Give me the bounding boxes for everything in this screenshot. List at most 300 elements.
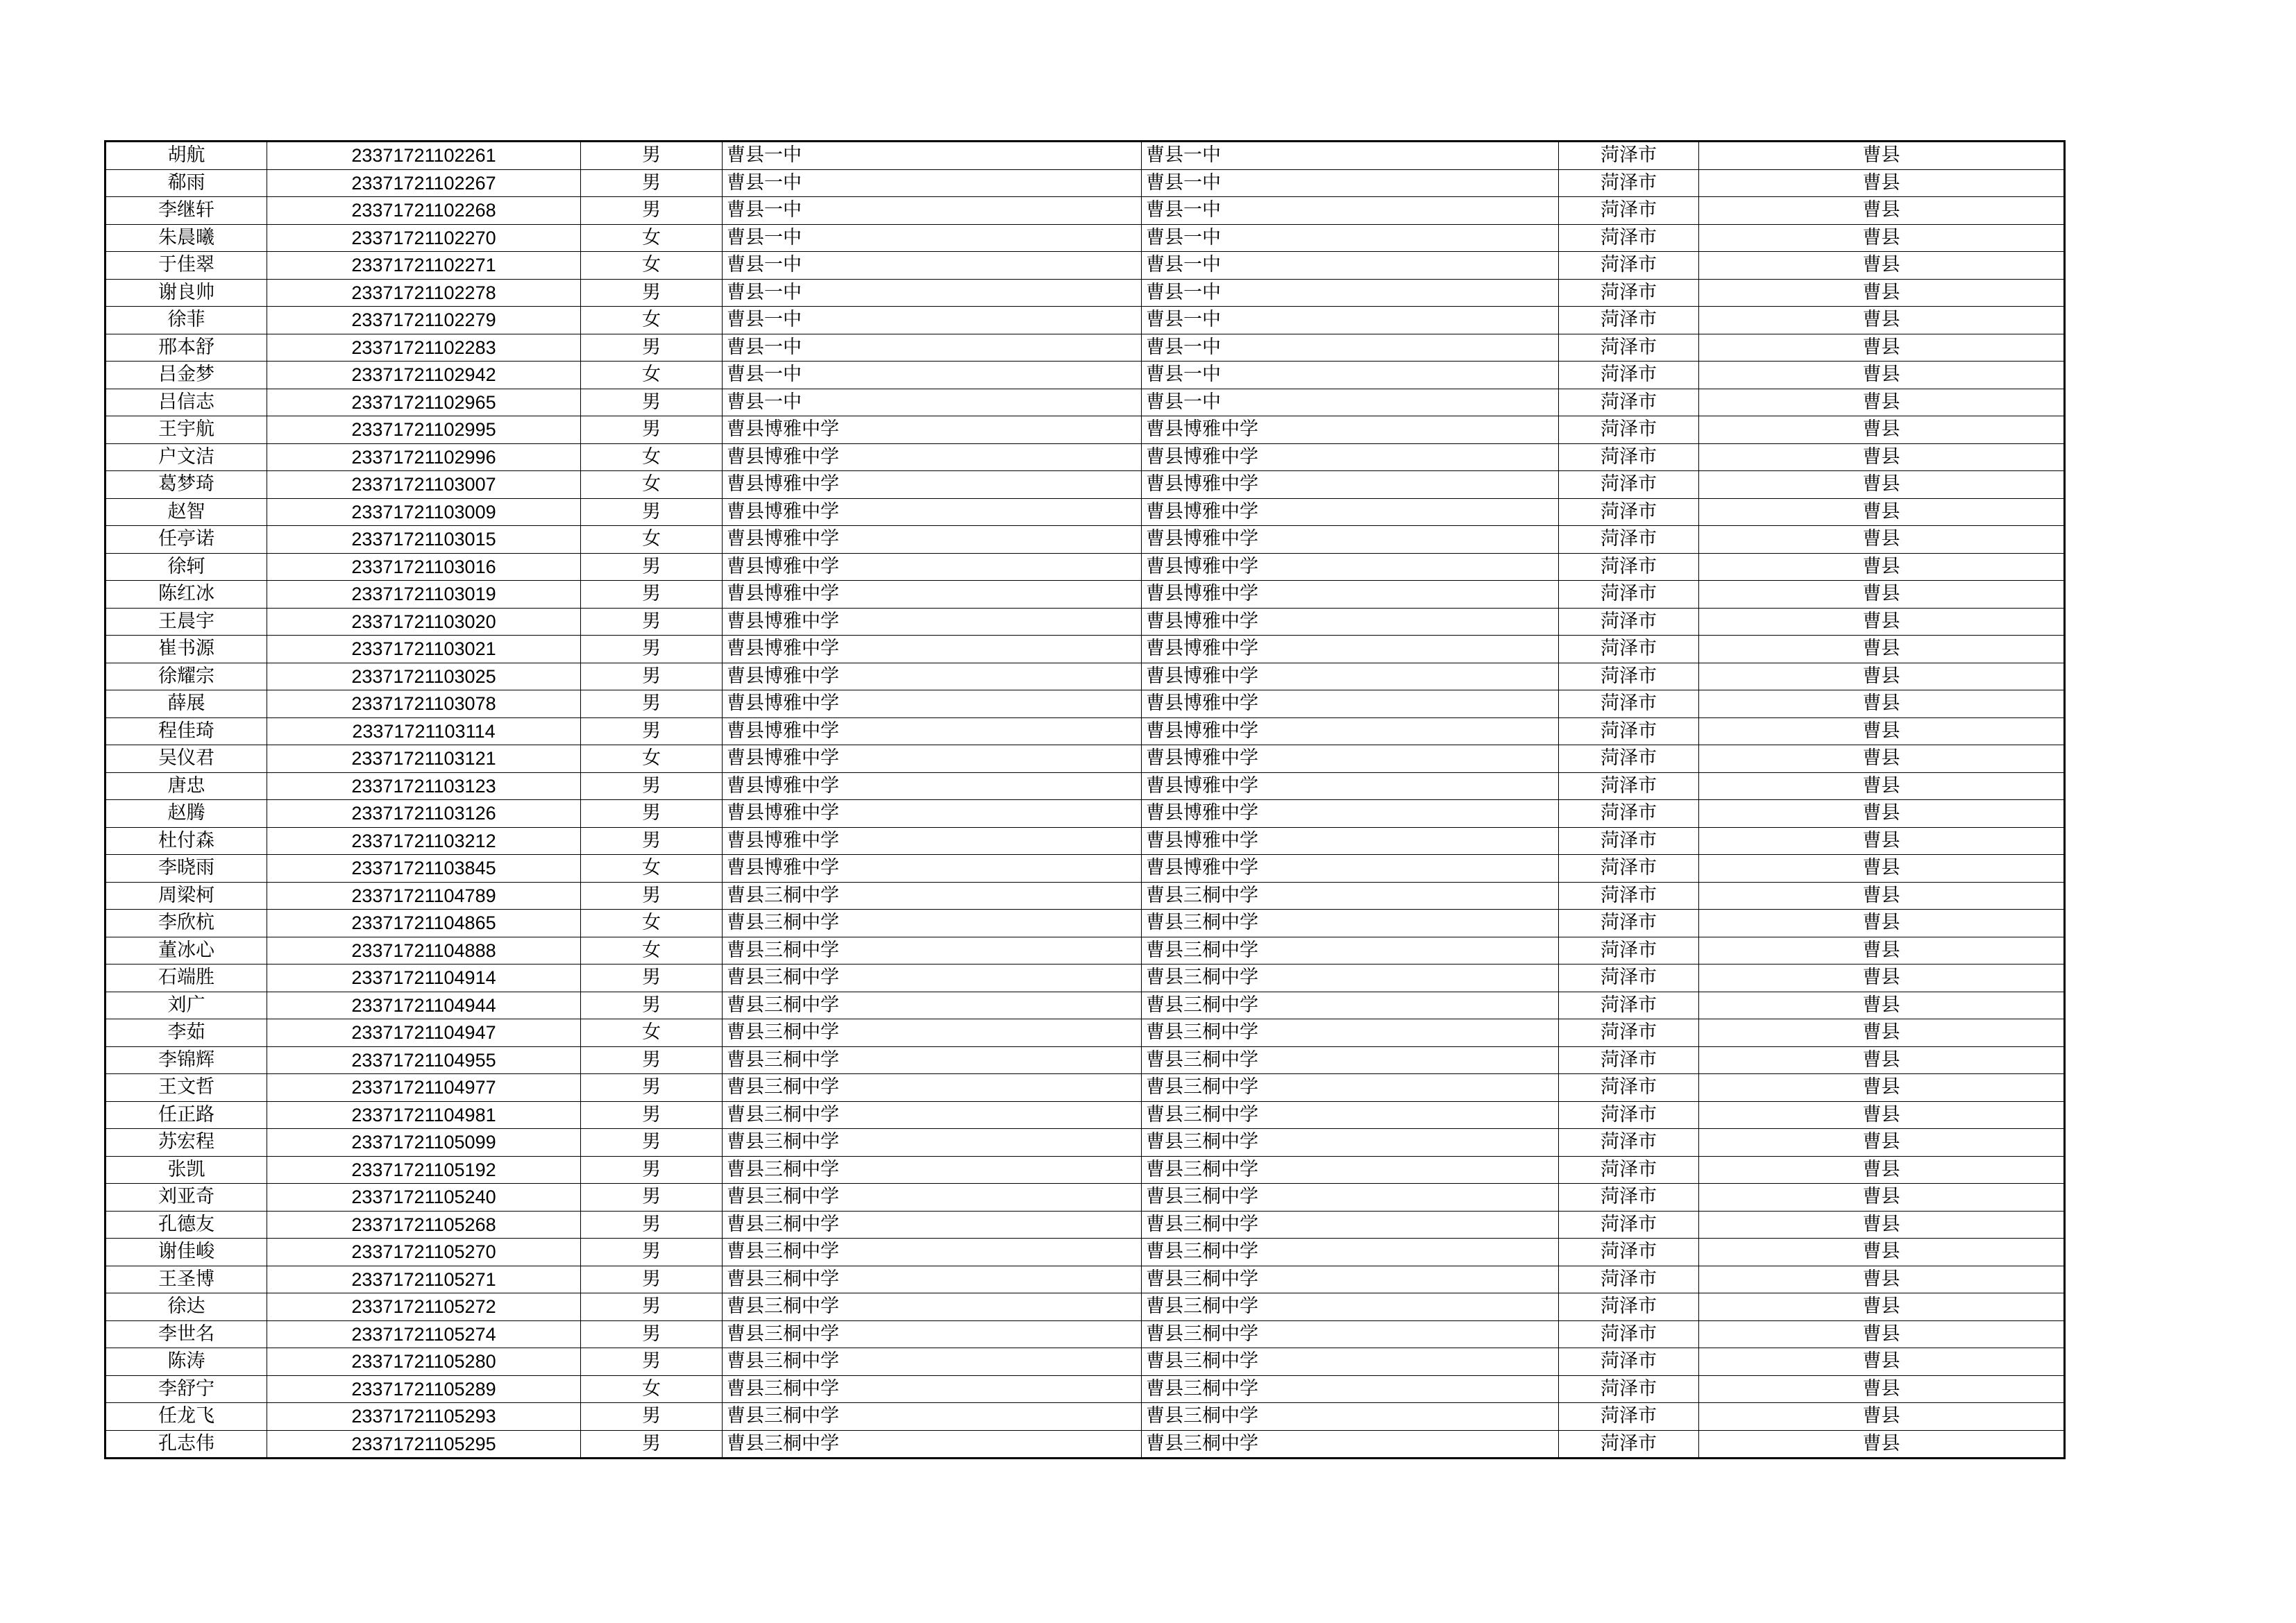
- county-cell: 曹县: [1699, 389, 2065, 416]
- county-cell: 曹县: [1699, 1156, 2065, 1184]
- table-row: [105, 636, 2065, 663]
- city-cell: 菏泽市: [1559, 443, 1699, 471]
- student-name-cell: 徐菲: [105, 307, 267, 334]
- exam-id-cell: 23371721105268: [267, 1211, 581, 1239]
- sex-cell: 女: [581, 937, 723, 965]
- city-cell: 菏泽市: [1559, 1239, 1699, 1266]
- school-cell: 曹县博雅中学: [723, 416, 1142, 444]
- school-cell: 曹县博雅中学: [723, 498, 1142, 526]
- graduating-school-cell: 曹县三桐中学: [1142, 1375, 1559, 1403]
- county-cell: 曹县: [1699, 581, 2065, 609]
- county-cell: 曹县: [1699, 1375, 2065, 1403]
- roster-table-body: [105, 142, 2065, 1459]
- sex-cell: 男: [581, 389, 723, 416]
- exam-id-cell: 23371721104789: [267, 882, 581, 910]
- county-cell: 曹县: [1699, 1129, 2065, 1157]
- table-row: [105, 992, 2065, 1019]
- graduating-school-cell: 曹县三桐中学: [1142, 1019, 1559, 1047]
- student-name-cell: 王宇航: [105, 416, 267, 444]
- school-cell: 曹县博雅中学: [723, 608, 1142, 636]
- exam-id-cell: 23371721102283: [267, 334, 581, 362]
- exam-id-cell: 23371721102995: [267, 416, 581, 444]
- county-cell: 曹县: [1699, 827, 2065, 855]
- student-name-cell: 户文洁: [105, 443, 267, 471]
- county-cell: 曹县: [1699, 800, 2065, 828]
- school-cell: 曹县三桐中学: [723, 1156, 1142, 1184]
- sex-cell: 女: [581, 855, 723, 883]
- student-name-cell: 王晨宇: [105, 608, 267, 636]
- student-name-cell: 石端胜: [105, 965, 267, 992]
- table-row: [105, 1156, 2065, 1184]
- exam-id-cell: 23371721103126: [267, 800, 581, 828]
- student-name-cell: 杜付森: [105, 827, 267, 855]
- school-cell: 曹县博雅中学: [723, 800, 1142, 828]
- sex-cell: 女: [581, 1375, 723, 1403]
- exam-id-cell: 23371721103845: [267, 855, 581, 883]
- county-cell: 曹县: [1699, 334, 2065, 362]
- student-name-cell: 唐忠: [105, 772, 267, 800]
- school-cell: 曹县博雅中学: [723, 471, 1142, 499]
- student-name-cell: 徐耀宗: [105, 663, 267, 690]
- exam-id-cell: 23371721104865: [267, 910, 581, 937]
- exam-id-cell: 23371721103019: [267, 581, 581, 609]
- table-row: [105, 1239, 2065, 1266]
- sex-cell: 男: [581, 1403, 723, 1431]
- school-cell: 曹县三桐中学: [723, 1046, 1142, 1074]
- student-name-cell: 赵腾: [105, 800, 267, 828]
- table-row: [105, 965, 2065, 992]
- sex-cell: 男: [581, 142, 723, 170]
- student-name-cell: 赵智: [105, 498, 267, 526]
- exam-id-cell: 23371721105270: [267, 1239, 581, 1266]
- exam-id-cell: 23371721102261: [267, 142, 581, 170]
- sex-cell: 女: [581, 362, 723, 389]
- table-row: [105, 1184, 2065, 1212]
- county-cell: 曹县: [1699, 636, 2065, 663]
- school-cell: 曹县三桐中学: [723, 965, 1142, 992]
- exam-id-cell: 23371721105192: [267, 1156, 581, 1184]
- city-cell: 菏泽市: [1559, 1101, 1699, 1129]
- table-row: [105, 827, 2065, 855]
- school-cell: 曹县三桐中学: [723, 1403, 1142, 1431]
- city-cell: 菏泽市: [1559, 498, 1699, 526]
- city-cell: 菏泽市: [1559, 965, 1699, 992]
- sex-cell: 女: [581, 471, 723, 499]
- student-name-cell: 吴仪君: [105, 745, 267, 773]
- school-cell: 曹县三桐中学: [723, 1211, 1142, 1239]
- graduating-school-cell: 曹县三桐中学: [1142, 1239, 1559, 1266]
- graduating-school-cell: 曹县博雅中学: [1142, 855, 1559, 883]
- sex-cell: 男: [581, 992, 723, 1019]
- exam-id-cell: 23371721104947: [267, 1019, 581, 1047]
- school-cell: 曹县三桐中学: [723, 937, 1142, 965]
- city-cell: 菏泽市: [1559, 1019, 1699, 1047]
- graduating-school-cell: 曹县一中: [1142, 389, 1559, 416]
- school-cell: 曹县博雅中学: [723, 443, 1142, 471]
- graduating-school-cell: 曹县一中: [1142, 224, 1559, 252]
- city-cell: 菏泽市: [1559, 1129, 1699, 1157]
- graduating-school-cell: 曹县三桐中学: [1142, 1293, 1559, 1321]
- city-cell: 菏泽市: [1559, 1211, 1699, 1239]
- table-row: [105, 1403, 2065, 1431]
- graduating-school-cell: 曹县博雅中学: [1142, 745, 1559, 773]
- county-cell: 曹县: [1699, 1101, 2065, 1129]
- exam-id-cell: 23371721103020: [267, 608, 581, 636]
- table-row: [105, 224, 2065, 252]
- exam-id-cell: 23371721102965: [267, 389, 581, 416]
- city-cell: 菏泽市: [1559, 334, 1699, 362]
- exam-id-cell: 23371721103114: [267, 717, 581, 745]
- school-cell: 曹县博雅中学: [723, 827, 1142, 855]
- county-cell: 曹县: [1699, 1266, 2065, 1293]
- school-cell: 曹县一中: [723, 389, 1142, 416]
- city-cell: 菏泽市: [1559, 717, 1699, 745]
- sex-cell: 女: [581, 526, 723, 554]
- city-cell: 菏泽市: [1559, 910, 1699, 937]
- city-cell: 菏泽市: [1559, 772, 1699, 800]
- exam-id-cell: 23371721103121: [267, 745, 581, 773]
- sex-cell: 男: [581, 581, 723, 609]
- county-cell: 曹县: [1699, 717, 2065, 745]
- city-cell: 菏泽市: [1559, 142, 1699, 170]
- city-cell: 菏泽市: [1559, 526, 1699, 554]
- table-row: [105, 307, 2065, 334]
- city-cell: 菏泽市: [1559, 169, 1699, 197]
- school-cell: 曹县三桐中学: [723, 1129, 1142, 1157]
- student-name-cell: 周梁柯: [105, 882, 267, 910]
- school-cell: 曹县一中: [723, 334, 1142, 362]
- exam-id-cell: 23371721105271: [267, 1266, 581, 1293]
- table-row: [105, 800, 2065, 828]
- county-cell: 曹县: [1699, 1184, 2065, 1212]
- graduating-school-cell: 曹县博雅中学: [1142, 553, 1559, 581]
- sex-cell: 男: [581, 1266, 723, 1293]
- table-row: [105, 1101, 2065, 1129]
- city-cell: 菏泽市: [1559, 745, 1699, 773]
- student-name-cell: 于佳翠: [105, 252, 267, 280]
- city-cell: 菏泽市: [1559, 1348, 1699, 1376]
- county-cell: 曹县: [1699, 1074, 2065, 1102]
- exam-id-cell: 23371721105295: [267, 1430, 581, 1459]
- graduating-school-cell: 曹县三桐中学: [1142, 1348, 1559, 1376]
- table-row: [105, 443, 2065, 471]
- exam-id-cell: 23371721105293: [267, 1403, 581, 1431]
- school-cell: 曹县一中: [723, 142, 1142, 170]
- table-row: [105, 279, 2065, 307]
- graduating-school-cell: 曹县博雅中学: [1142, 581, 1559, 609]
- exam-id-cell: 23371721102278: [267, 279, 581, 307]
- graduating-school-cell: 曹县博雅中学: [1142, 636, 1559, 663]
- city-cell: 菏泽市: [1559, 1046, 1699, 1074]
- graduating-school-cell: 曹县博雅中学: [1142, 416, 1559, 444]
- graduating-school-cell: 曹县博雅中学: [1142, 690, 1559, 718]
- student-name-cell: 任正路: [105, 1101, 267, 1129]
- city-cell: 菏泽市: [1559, 389, 1699, 416]
- exam-id-cell: 23371721105240: [267, 1184, 581, 1212]
- county-cell: 曹县: [1699, 1293, 2065, 1321]
- county-cell: 曹县: [1699, 416, 2065, 444]
- sex-cell: 男: [581, 1101, 723, 1129]
- school-cell: 曹县三桐中学: [723, 1101, 1142, 1129]
- county-cell: 曹县: [1699, 855, 2065, 883]
- sex-cell: 男: [581, 1320, 723, 1348]
- city-cell: 菏泽市: [1559, 1403, 1699, 1431]
- table-row: [105, 1074, 2065, 1102]
- school-cell: 曹县博雅中学: [723, 745, 1142, 773]
- student-name-cell: 李舒宁: [105, 1375, 267, 1403]
- city-cell: 菏泽市: [1559, 827, 1699, 855]
- school-cell: 曹县博雅中学: [723, 855, 1142, 883]
- exam-id-cell: 23371721102996: [267, 443, 581, 471]
- graduating-school-cell: 曹县三桐中学: [1142, 910, 1559, 937]
- county-cell: 曹县: [1699, 498, 2065, 526]
- school-cell: 曹县三桐中学: [723, 1320, 1142, 1348]
- sex-cell: 男: [581, 965, 723, 992]
- graduating-school-cell: 曹县博雅中学: [1142, 800, 1559, 828]
- table-row: [105, 197, 2065, 225]
- student-name-cell: 苏宏程: [105, 1129, 267, 1157]
- county-cell: 曹县: [1699, 279, 2065, 307]
- city-cell: 菏泽市: [1559, 197, 1699, 225]
- sex-cell: 男: [581, 636, 723, 663]
- school-cell: 曹县博雅中学: [723, 772, 1142, 800]
- sex-cell: 男: [581, 717, 723, 745]
- school-cell: 曹县三桐中学: [723, 1266, 1142, 1293]
- exam-id-cell: 23371721105280: [267, 1348, 581, 1376]
- exam-id-cell: 23371721102270: [267, 224, 581, 252]
- table-row: [105, 1266, 2065, 1293]
- city-cell: 菏泽市: [1559, 224, 1699, 252]
- city-cell: 菏泽市: [1559, 252, 1699, 280]
- sex-cell: 男: [581, 1348, 723, 1376]
- graduating-school-cell: 曹县博雅中学: [1142, 717, 1559, 745]
- sex-cell: 女: [581, 224, 723, 252]
- exam-id-cell: 23371721104914: [267, 965, 581, 992]
- table-row: [105, 1129, 2065, 1157]
- school-cell: 曹县博雅中学: [723, 581, 1142, 609]
- city-cell: 菏泽市: [1559, 1293, 1699, 1321]
- county-cell: 曹县: [1699, 443, 2065, 471]
- city-cell: 菏泽市: [1559, 937, 1699, 965]
- student-name-cell: 孔德友: [105, 1211, 267, 1239]
- school-cell: 曹县博雅中学: [723, 690, 1142, 718]
- graduating-school-cell: 曹县一中: [1142, 169, 1559, 197]
- table-row: [105, 389, 2065, 416]
- table-row: [105, 169, 2065, 197]
- school-cell: 曹县三桐中学: [723, 1184, 1142, 1212]
- school-cell: 曹县三桐中学: [723, 882, 1142, 910]
- sex-cell: 男: [581, 1156, 723, 1184]
- sex-cell: 男: [581, 416, 723, 444]
- exam-id-cell: 23371721103007: [267, 471, 581, 499]
- roster-table: [104, 140, 2066, 1459]
- student-name-cell: 王圣博: [105, 1266, 267, 1293]
- school-cell: 曹县博雅中学: [723, 663, 1142, 690]
- sex-cell: 男: [581, 690, 723, 718]
- student-name-cell: 李茹: [105, 1019, 267, 1047]
- table-row: [105, 1046, 2065, 1074]
- sex-cell: 男: [581, 279, 723, 307]
- exam-id-cell: 23371721103212: [267, 827, 581, 855]
- sex-cell: 男: [581, 882, 723, 910]
- graduating-school-cell: 曹县三桐中学: [1142, 1184, 1559, 1212]
- city-cell: 菏泽市: [1559, 1156, 1699, 1184]
- table-row: [105, 1375, 2065, 1403]
- graduating-school-cell: 曹县博雅中学: [1142, 827, 1559, 855]
- sex-cell: 男: [581, 498, 723, 526]
- student-name-cell: 吕信志: [105, 389, 267, 416]
- exam-id-cell: 23371721103009: [267, 498, 581, 526]
- graduating-school-cell: 曹县三桐中学: [1142, 1403, 1559, 1431]
- county-cell: 曹县: [1699, 1430, 2065, 1459]
- sex-cell: 男: [581, 169, 723, 197]
- city-cell: 菏泽市: [1559, 362, 1699, 389]
- city-cell: 菏泽市: [1559, 992, 1699, 1019]
- graduating-school-cell: 曹县一中: [1142, 142, 1559, 170]
- table-row: [105, 416, 2065, 444]
- city-cell: 菏泽市: [1559, 581, 1699, 609]
- county-cell: 曹县: [1699, 1320, 2065, 1348]
- school-cell: 曹县三桐中学: [723, 1074, 1142, 1102]
- graduating-school-cell: 曹县三桐中学: [1142, 882, 1559, 910]
- table-row: [105, 1211, 2065, 1239]
- school-cell: 曹县三桐中学: [723, 1239, 1142, 1266]
- graduating-school-cell: 曹县博雅中学: [1142, 663, 1559, 690]
- school-cell: 曹县博雅中学: [723, 553, 1142, 581]
- sex-cell: 女: [581, 252, 723, 280]
- exam-id-cell: 23371721104955: [267, 1046, 581, 1074]
- graduating-school-cell: 曹县三桐中学: [1142, 1129, 1559, 1157]
- county-cell: 曹县: [1699, 307, 2065, 334]
- county-cell: 曹县: [1699, 362, 2065, 389]
- county-cell: 曹县: [1699, 882, 2065, 910]
- exam-id-cell: 23371721104888: [267, 937, 581, 965]
- county-cell: 曹县: [1699, 224, 2065, 252]
- table-row: [105, 1293, 2065, 1321]
- graduating-school-cell: 曹县博雅中学: [1142, 772, 1559, 800]
- county-cell: 曹县: [1699, 910, 2065, 937]
- student-name-cell: 李锦辉: [105, 1046, 267, 1074]
- table-row: [105, 608, 2065, 636]
- table-row: [105, 252, 2065, 280]
- sex-cell: 女: [581, 745, 723, 773]
- school-cell: 曹县三桐中学: [723, 910, 1142, 937]
- exam-id-cell: 23371721102268: [267, 197, 581, 225]
- student-name-cell: 谢良帅: [105, 279, 267, 307]
- exam-id-cell: 23371721105099: [267, 1129, 581, 1157]
- exam-id-cell: 23371721104977: [267, 1074, 581, 1102]
- table-row: [105, 717, 2065, 745]
- county-cell: 曹县: [1699, 1046, 2065, 1074]
- graduating-school-cell: 曹县三桐中学: [1142, 1266, 1559, 1293]
- student-name-cell: 董冰心: [105, 937, 267, 965]
- graduating-school-cell: 曹县三桐中学: [1142, 992, 1559, 1019]
- county-cell: 曹县: [1699, 142, 2065, 170]
- exam-id-cell: 23371721104981: [267, 1101, 581, 1129]
- county-cell: 曹县: [1699, 992, 2065, 1019]
- table-row: [105, 1348, 2065, 1376]
- graduating-school-cell: 曹县一中: [1142, 197, 1559, 225]
- table-row: [105, 334, 2065, 362]
- graduating-school-cell: 曹县三桐中学: [1142, 1074, 1559, 1102]
- table-row: [105, 690, 2065, 718]
- student-name-cell: 崔书源: [105, 636, 267, 663]
- city-cell: 菏泽市: [1559, 1074, 1699, 1102]
- graduating-school-cell: 曹县三桐中学: [1142, 1101, 1559, 1129]
- county-cell: 曹县: [1699, 169, 2065, 197]
- graduating-school-cell: 曹县博雅中学: [1142, 443, 1559, 471]
- sex-cell: 男: [581, 1184, 723, 1212]
- city-cell: 菏泽市: [1559, 663, 1699, 690]
- graduating-school-cell: 曹县三桐中学: [1142, 1430, 1559, 1459]
- graduating-school-cell: 曹县博雅中学: [1142, 526, 1559, 554]
- school-cell: 曹县博雅中学: [723, 636, 1142, 663]
- student-name-cell: 葛梦琦: [105, 471, 267, 499]
- graduating-school-cell: 曹县三桐中学: [1142, 965, 1559, 992]
- city-cell: 菏泽市: [1559, 690, 1699, 718]
- student-name-cell: 张凯: [105, 1156, 267, 1184]
- student-name-cell: 任龙飞: [105, 1403, 267, 1431]
- student-name-cell: 李晓雨: [105, 855, 267, 883]
- school-cell: 曹县一中: [723, 279, 1142, 307]
- sex-cell: 男: [581, 1211, 723, 1239]
- city-cell: 菏泽市: [1559, 608, 1699, 636]
- table-row: [105, 498, 2065, 526]
- sex-cell: 男: [581, 772, 723, 800]
- graduating-school-cell: 曹县三桐中学: [1142, 1211, 1559, 1239]
- exam-id-cell: 23371721103025: [267, 663, 581, 690]
- county-cell: 曹县: [1699, 526, 2065, 554]
- table-row: [105, 937, 2065, 965]
- exam-id-cell: 23371721105289: [267, 1375, 581, 1403]
- county-cell: 曹县: [1699, 772, 2065, 800]
- sex-cell: 男: [581, 1239, 723, 1266]
- city-cell: 菏泽市: [1559, 1266, 1699, 1293]
- city-cell: 菏泽市: [1559, 800, 1699, 828]
- county-cell: 曹县: [1699, 1239, 2065, 1266]
- county-cell: 曹县: [1699, 1019, 2065, 1047]
- graduating-school-cell: 曹县一中: [1142, 334, 1559, 362]
- student-name-cell: 谢佳峻: [105, 1239, 267, 1266]
- table-row: [105, 882, 2065, 910]
- county-cell: 曹县: [1699, 471, 2065, 499]
- exam-id-cell: 23371721105274: [267, 1320, 581, 1348]
- student-name-cell: 朱晨曦: [105, 224, 267, 252]
- sex-cell: 男: [581, 827, 723, 855]
- table-row: [105, 772, 2065, 800]
- student-name-cell: 胡航: [105, 142, 267, 170]
- table-row: [105, 745, 2065, 773]
- county-cell: 曹县: [1699, 690, 2065, 718]
- sex-cell: 男: [581, 1293, 723, 1321]
- table-row: [105, 910, 2065, 937]
- sex-cell: 男: [581, 608, 723, 636]
- table-row: [105, 855, 2065, 883]
- county-cell: 曹县: [1699, 252, 2065, 280]
- graduating-school-cell: 曹县博雅中学: [1142, 498, 1559, 526]
- student-name-cell: 陈涛: [105, 1348, 267, 1376]
- school-cell: 曹县一中: [723, 252, 1142, 280]
- table-row: [105, 553, 2065, 581]
- student-name-cell: 李世名: [105, 1320, 267, 1348]
- city-cell: 菏泽市: [1559, 416, 1699, 444]
- sex-cell: 女: [581, 1019, 723, 1047]
- graduating-school-cell: 曹县一中: [1142, 279, 1559, 307]
- county-cell: 曹县: [1699, 1403, 2065, 1431]
- school-cell: 曹县三桐中学: [723, 1430, 1142, 1459]
- county-cell: 曹县: [1699, 937, 2065, 965]
- exam-id-cell: 23371721103078: [267, 690, 581, 718]
